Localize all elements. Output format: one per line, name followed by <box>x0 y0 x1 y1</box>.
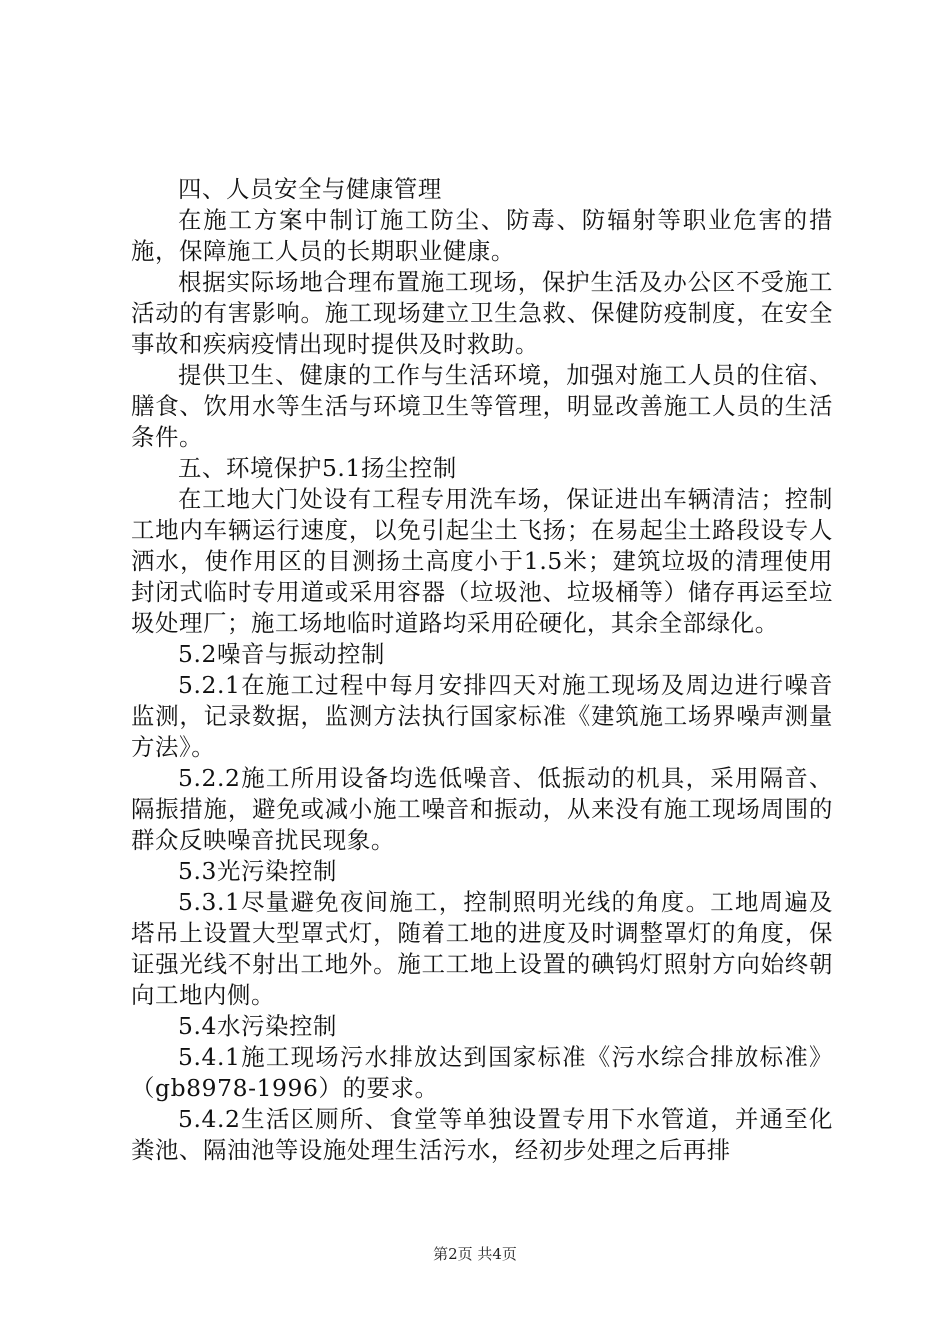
paragraph-lighting-control: 5.3.1尽量避免夜间施工，控制照明光线的角度。工地周遍及塔吊上设置大型罩式灯，随着工地的进度及时调整罩灯的角度，保证强光线不射出工地外。施工工地上设置的碘钨灯照射方向始终朝向工地内侧。 <box>131 888 833 1009</box>
paragraph-site-layout: 根据实际场地合理布置施工现场，保护生活及办公区不受施工活动的有害影响。施工现场建立卫生急救、保健防疫制度，在安全事故和疾病疫情出现时提供及时救助。 <box>131 268 833 358</box>
subheading-water-pollution: 5.4水污染控制 <box>178 1012 337 1040</box>
subheading-light-pollution: 5.3光污染控制 <box>178 857 337 885</box>
page-number-footer: 第2页 共4页 <box>433 1245 517 1263</box>
paragraph-dust-control: 在工地大门处设有工程专用洗车场，保证进出车辆清洁；控制工地内车辆运行速度，以免引起尘土飞扬；在易起尘土路段设专人洒水，使作用区的目测扬土高度小于1.5米；建筑垃圾的清理使用封闭式临时专用道或采用容器（垃圾池、垃圾桶等）储存再运至垃圾处理厂；施工场地临时道路均采用砼硬化，其余全部绿化。 <box>131 485 833 637</box>
section-heading-personnel-safety: 四、人员安全与健康管理 <box>178 175 442 203</box>
subheading-noise-vibration: 5.2噪音与振动控制 <box>178 640 385 668</box>
paragraph-living-conditions: 提供卫生、健康的工作与生活环境，加强对施工人员的住宿、膳食、饮用水等生活与环境卫生等管理，明显改善施工人员的生活条件。 <box>131 361 833 451</box>
paragraph-sewage-pipes: 5.4.2生活区厕所、食堂等单独设置专用下水管道，并通至化粪池、隔油池等设施处理生活污水，经初步处理之后再排 <box>131 1105 833 1164</box>
paragraph-noise-monitoring: 5.2.1在施工过程中每月安排四天对施工现场及周边进行噪音监测，记录数据，监测方法执行国家标准《建筑施工场界噪声测量方法》。 <box>131 671 833 761</box>
document-body <box>131 174 833 1166</box>
section-heading-environment-dust: 五、环境保护5.1扬尘控制 <box>178 454 457 482</box>
paragraph-occupational-hazards: 在施工方案中制订施工防尘、防毒、防辐射等职业危害的措施，保障施工人员的长期职业健康。 <box>131 206 833 265</box>
paragraph-low-noise-equipment: 5.2.2施工所用设备均选低噪音、低振动的机具，采用隔音、隔振措施，避免或减小施工噪音和振动，从来没有施工现场周围的群众反映噪音扰民现象。 <box>131 764 833 854</box>
paragraph-wastewater-standard: 5.4.1施工现场污水排放达到国家标准《污水综合排放标准》（gb8978-1996）的要求。 <box>131 1043 833 1102</box>
